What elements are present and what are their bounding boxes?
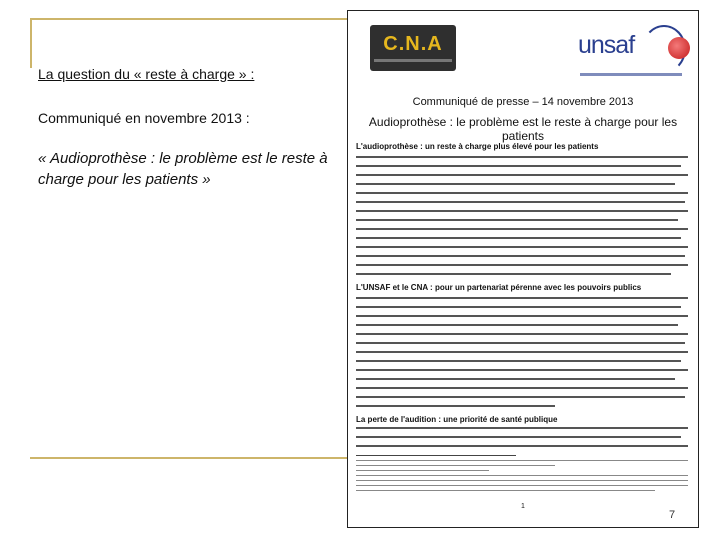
- slide-subtitle: Communiqué en novembre 2013 :: [38, 110, 250, 126]
- footnote-divider: [356, 455, 516, 456]
- cna-logo: [370, 25, 456, 71]
- section-body-3: [356, 427, 688, 454]
- frame-line-left: [30, 18, 32, 68]
- unsaf-logo-text: unsaf: [578, 31, 635, 59]
- section-heading-1: L'audioprothèse : un reste à charge plus élevé pour les patients: [356, 142, 599, 151]
- section-body-1: [356, 156, 688, 282]
- frame-line-bottom: [30, 457, 350, 459]
- slide-title: La question du « reste à charge » :: [38, 66, 255, 82]
- frame-line-top: [30, 18, 350, 20]
- section-heading-3: La perte de l'audition : une priorité de santé publique: [356, 415, 558, 424]
- press-release-document: [347, 10, 699, 528]
- footnotes: [356, 460, 688, 495]
- unsaf-logo: [578, 23, 688, 83]
- section-heading-2: L'UNSAF et le CNA : pour un partenariat pérenne avec les pouvoirs publics: [356, 283, 642, 292]
- document-page-number: 1: [521, 503, 525, 510]
- press-title: Communiqué de presse – 14 novembre 2013: [412, 96, 634, 108]
- unsaf-logo-subline: [580, 73, 682, 76]
- press-heading: Audioprothèse : le problème est le reste à charge pour les patients: [368, 115, 678, 143]
- cna-logo-subline: [374, 59, 452, 62]
- slide-quote: « Audioprothèse : le problème est le reste à charge pour les patients »: [38, 150, 328, 188]
- slide-number: 7: [669, 509, 676, 521]
- cna-logo-text: C.N.A: [383, 33, 443, 55]
- unsaf-logo-dot: [668, 37, 690, 59]
- section-body-2: [356, 297, 688, 414]
